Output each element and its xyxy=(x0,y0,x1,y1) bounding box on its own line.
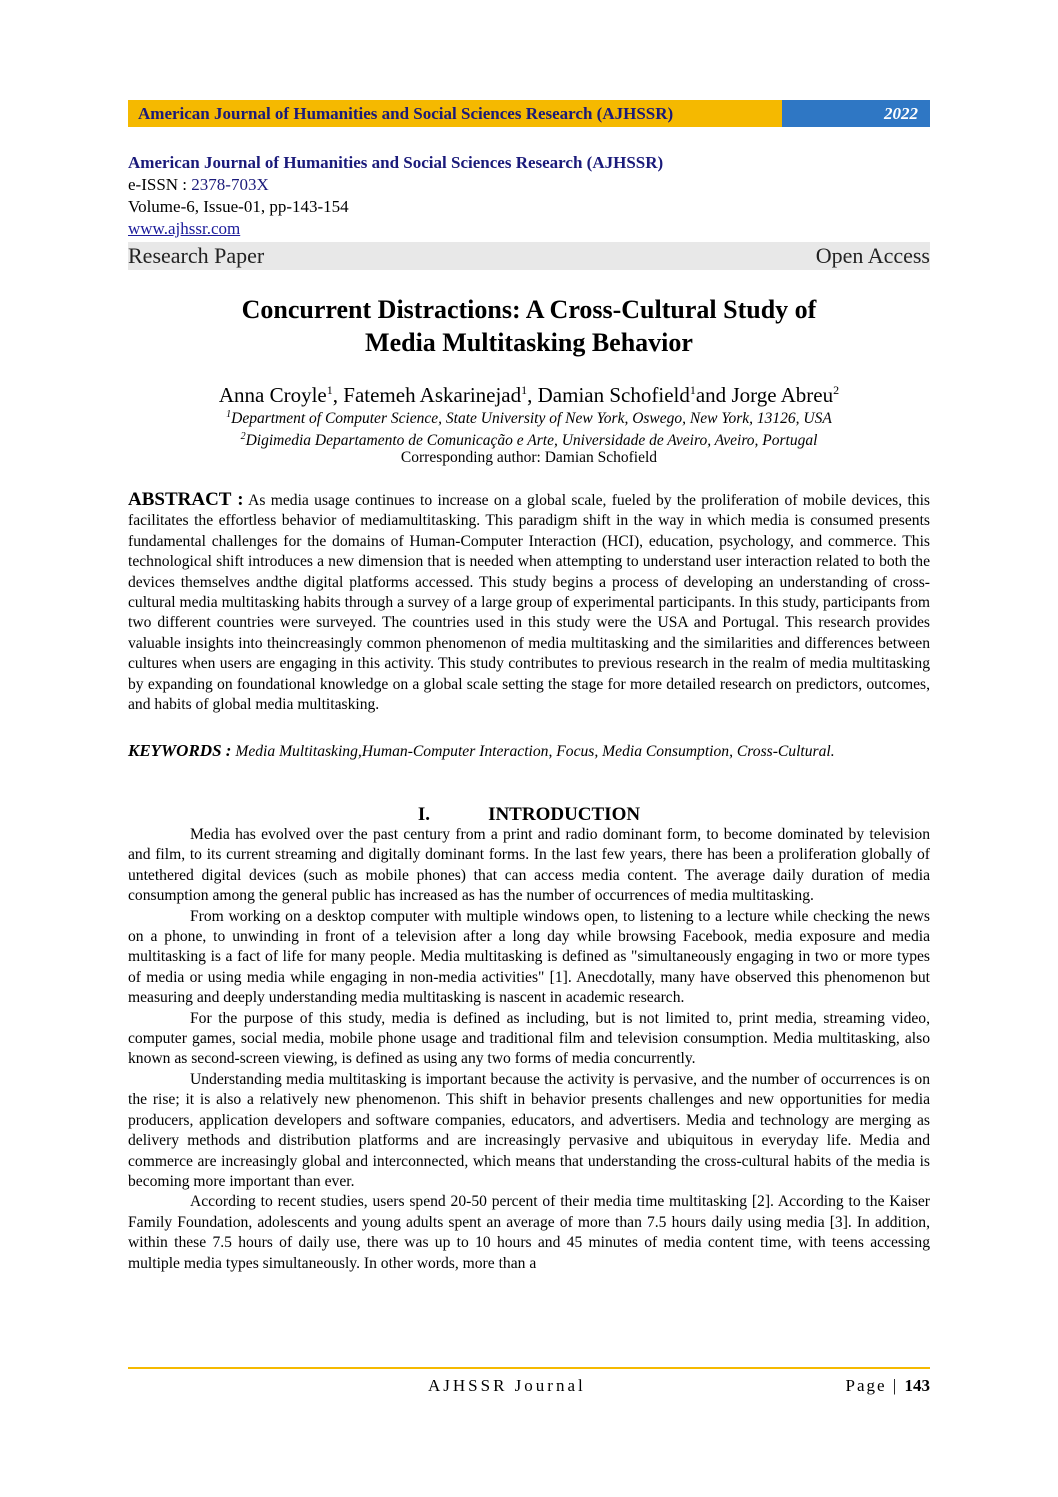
affiliation-text: Digimedia Departamento de Comunicação e Arte, Universidade de Aveiro, Aveiro, Portugal xyxy=(245,432,818,450)
page-label: Page | xyxy=(845,1376,905,1395)
page-number: 143 xyxy=(904,1376,930,1395)
keywords xyxy=(128,740,930,763)
abstract-label: ABSTRACT : xyxy=(128,489,244,510)
header-year: 2022 xyxy=(782,100,930,127)
author-separator: , xyxy=(527,383,538,407)
author-name: Jorge Abreu xyxy=(731,383,834,407)
header-journal-name: American Journal of Humanities and Social Sciences Research (AJHSSR) xyxy=(128,100,782,127)
affiliation-mark: 1 xyxy=(226,409,232,420)
author-affiliation-mark: 1 xyxy=(326,383,333,397)
abstract-text: As media usage continues to increase on a global scale, fueled by the proliferation of mobile devices, this facilitates the effortless behavior of mediamultitasking. This paradigm shift in the way in which media is consumed presents fundamental challenges for the domains of Human-Computer Interaction (HCI), education, psychology, and commerce. This technological shift introduces a new dimension that is needed when attempting to understand user interaction related to both the devices themselves andthe digital platforms accessed. This study begins a process of developing an understanding of cross-cultural media multitasking habits through a survey of a large group of experimental participants. In this study, participants from two different countries were surveyed. The countries used in this study were the USA and Portugal. This research provides valuable insights into theincreasingly common phenomenon of media multitasking and the similarities and differences between cultures when users are engaging in this activity. This study contributes to previous research in the realm of media multitasking by expanding on foundational knowledge on a global scale setting the stage for more detailed research on predictors, outcomes, and habits of global media multitasking. xyxy=(128,492,930,714)
issn-label: e-ISSN : xyxy=(128,175,192,194)
keywords-text: Media Multitasking,Human-Computer Interaction, Focus, Media Consumption, Cross-Cultural. xyxy=(231,743,835,760)
author-separator: , xyxy=(332,383,344,407)
journal-website-link[interactable]: www.ajhssr.com xyxy=(128,219,241,238)
section-number: I. xyxy=(417,804,431,825)
author-affiliation-mark: 1 xyxy=(689,383,696,397)
paragraph: Understanding media multitasking is important because the activity is pervasive, and the number of occurrences is on the rise; it is also a relatively new phenomenon. This shift in behavior presents challenges and new opportunities for media producers, application developers and software companies, educators, and advertisers. Media and technology are merging as delivery methods and distribution platforms and are increasingly pervasive and ubiquitous in everyday life. Media and commerce are increasingly global and interconnected, which means that understanding the cross-cultural habits of the media is becoming more important than ever. xyxy=(128,1070,930,1190)
section-heading xyxy=(128,803,930,827)
affiliation-1 xyxy=(128,405,930,429)
footer-divider xyxy=(128,1367,930,1369)
affiliation-mark: 2 xyxy=(240,431,246,442)
running-header xyxy=(128,100,930,127)
issn-line xyxy=(128,174,930,196)
paragraph: From working on a desktop computer with multiple windows open, to listening to a lecture while checking the news on a phone, to unwinding in front of a television after a long day while browsing Facebook, media exposure and media multitasking is a fact of life for many people. Media multitasking is defined as "simultaneously engaging in two or more types of media or using media while engaging in non-media activities" [1]. Anecdotally, many have observed this phenomenon but measuring and deeply understanding media multitasking is nascent in academic research. xyxy=(128,907,930,1007)
author-name: Anna Croyle xyxy=(218,383,327,407)
paper-title xyxy=(128,293,930,359)
paragraph: For the purpose of this study, media is defined as including, but is not limited to, print media, streaming video, computer games, social media, mobile phone usage and traditional film and television consumption. Media multitasking, also known as second-screen viewing, is defined as using any two forms of media concurrently. xyxy=(128,1009,930,1068)
affiliation-text: Department of Computer Science, State University of New York, Oswego, New York, 13126, USA xyxy=(231,410,832,428)
author-separator: and xyxy=(695,383,732,407)
access-type: Open Access xyxy=(815,243,930,268)
journal-info xyxy=(128,152,930,240)
footer-journal: AJHSSR Journal xyxy=(428,1376,586,1395)
abstract xyxy=(128,490,930,715)
paragraph: Media has evolved over the past century from a print and radio dominant form, to become dominated by television and film, to its current streaming and digitally dominant forms. In the last few years, there has been a proliferation globally of untethered digital devices (such as mobile phones) that can access media content. The average daily duration of media consumption among the general public has increased as has the number of occurrences of media multitasking. xyxy=(128,826,930,905)
title-line-1: Concurrent Distractions: A Cross-Cultural Study of xyxy=(241,295,817,324)
title-line-2: Media Multitasking Behavior xyxy=(365,328,693,357)
author-affiliation-mark: 2 xyxy=(833,383,840,397)
page-footer xyxy=(128,1374,930,1398)
paper-type: Research Paper xyxy=(128,243,265,268)
issn-value: 2378-703X xyxy=(191,175,269,194)
volume-line: Volume-6, Issue-01, pp-143-154 xyxy=(128,197,349,216)
paragraph: According to recent studies, users spend 20-50 percent of their media time multitasking [2]. According to the Kaiser Family Foundation, adolescents and young adults spent an average of more than 7.5 hours daily using media [3]. In addition, within these 7.5 hours of daily use, there was up to 10 hours and 45 minutes of media content time, with teens accessing multiple media types simultaneously. In other words, more than a xyxy=(128,1193,930,1272)
keywords-label: KEYWORDS : xyxy=(128,741,232,760)
journal-name: American Journal of Humanities and Social Sciences Research (AJHSSR) xyxy=(128,153,664,172)
author-affiliation-mark: 1 xyxy=(521,383,528,397)
author-name: Damian Schofield xyxy=(537,383,690,407)
introduction-body xyxy=(128,825,930,1274)
section-title: INTRODUCTION xyxy=(488,804,641,825)
author-name: Fatemeh Askarinejad xyxy=(343,383,522,407)
footer-page xyxy=(846,1374,930,1398)
corresponding-author: Corresponding author: Damian Schofield xyxy=(400,449,658,466)
paper-type-bar xyxy=(128,242,930,270)
